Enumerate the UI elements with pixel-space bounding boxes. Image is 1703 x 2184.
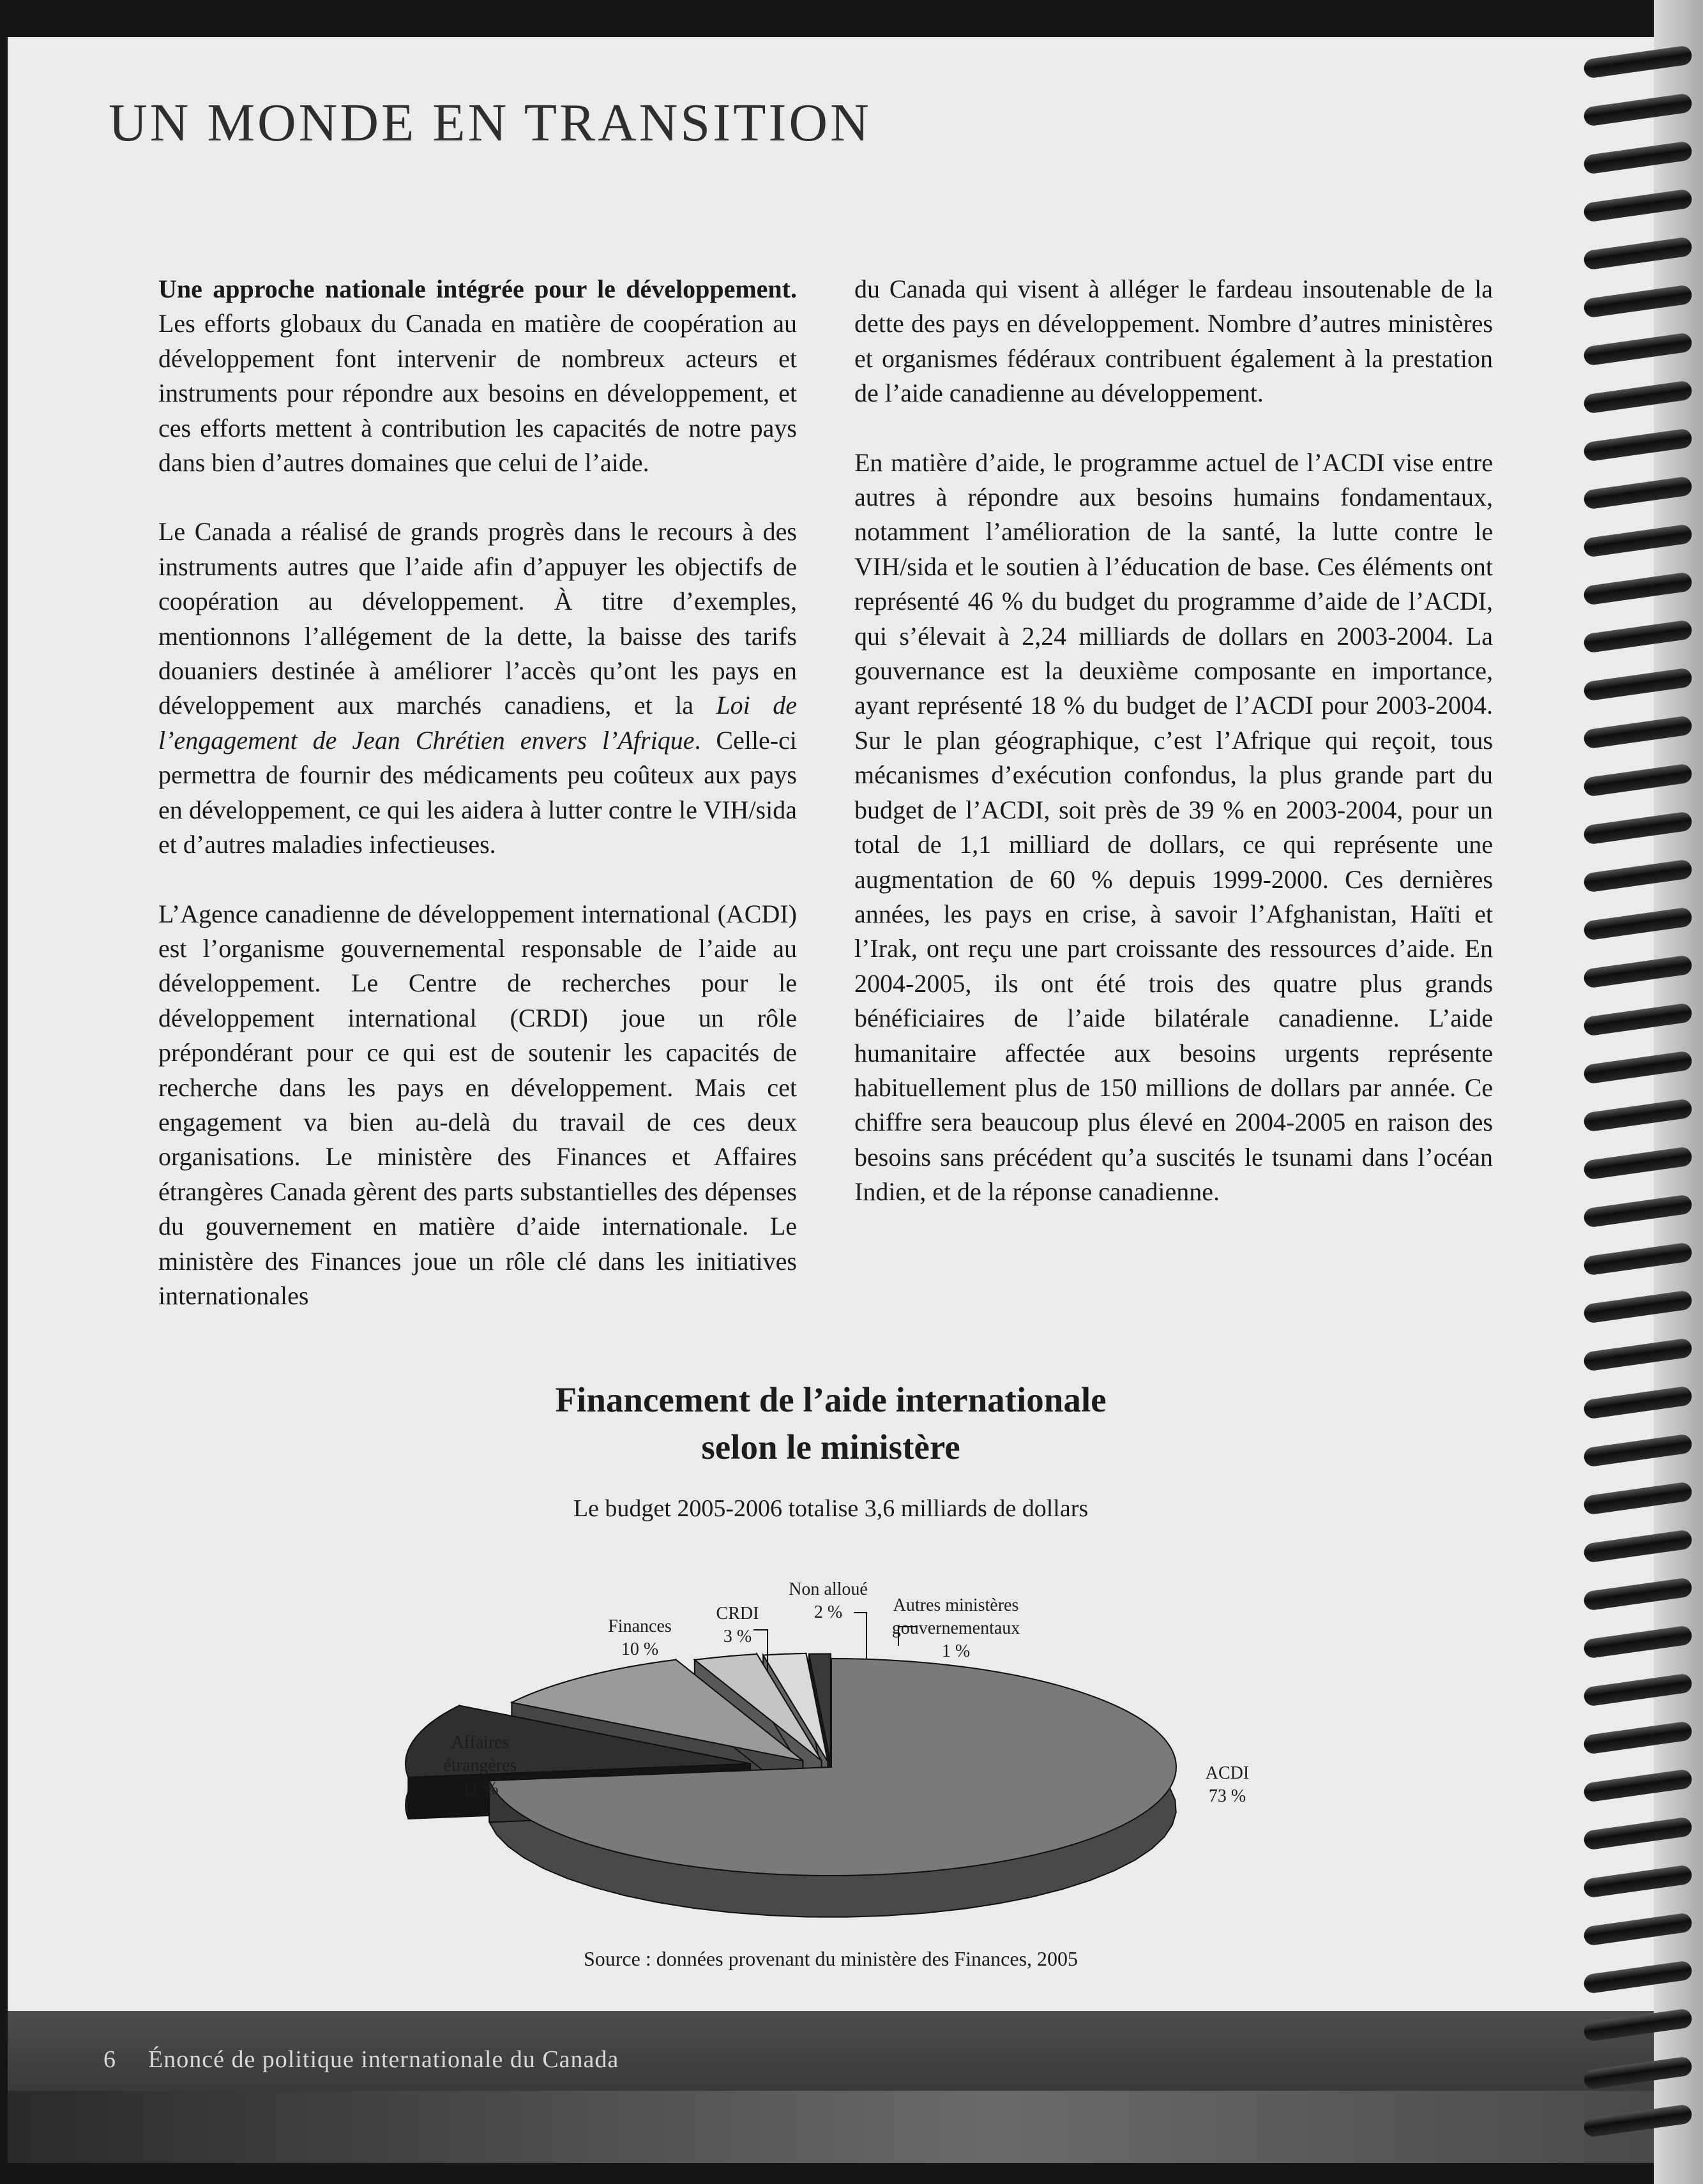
binding-ring [1583, 140, 1693, 174]
bottom-photo-strip [8, 2091, 1654, 2163]
binding-ring [1583, 93, 1693, 126]
binding-ring [1583, 619, 1693, 653]
binding-ring [1583, 188, 1693, 222]
left-paragraph-2-text-b: . Celle-ci permettra de fournir des médicaments peu coûteux aux pays en développement, ce qui les aidera à lutter contre le VIH/sida et d’autres maladies infectieuses. [158, 725, 797, 859]
binding-ring [1583, 859, 1693, 892]
slice-label: Finances 10 % [608, 1616, 672, 1659]
binding-ring [1583, 811, 1693, 845]
binding-ring [1583, 1337, 1693, 1371]
slice-label: Autres ministères gouvernementaux 1 % [891, 1595, 1020, 1661]
binding-ring [1583, 476, 1693, 509]
chart-title-line-1: Financement de l’aide internationale [555, 1380, 1107, 1419]
binding-ring [1583, 523, 1693, 557]
page-number: 6 [103, 2046, 116, 2073]
binding-ring [1583, 763, 1693, 797]
binding-ring [1583, 1960, 1693, 1994]
binding-ring [1583, 1433, 1693, 1467]
left-paragraph-2-text-a: Le Canada a réalisé de grands progrès dans le recours à des instruments autres que l’aide afin d’appuyer les objectifs de coopération au développement. À titre d’exemples, mentionnons l’allégement de la dette, la baisse des tarifs douaniers destinée à améliorer l’accès qu’ont les pays en développement aux marchés canadiens, et la [158, 517, 797, 720]
binding-ring [1583, 1864, 1693, 1898]
slice-label: CRDI 3 % [716, 1604, 759, 1646]
chart-source: Source : données provenant du ministère des Finances, 2005 [583, 1947, 1079, 1970]
binding-ring [1583, 1481, 1693, 1515]
binding-ring [1583, 715, 1693, 749]
binding-ring [1583, 1050, 1693, 1084]
binding-ring [1583, 1290, 1693, 1323]
binding-ring [1583, 1529, 1693, 1563]
binding-ring [1583, 1385, 1693, 1419]
document-page [8, 37, 1654, 2163]
left-paragraph-1-text: Les efforts globaux du Canada en matière de coopération au développement font intervenir de nombreux acteurs et instruments pour répondre aux besoins en développement, et ces efforts mettent à contribution les capacités de notre pays dans bien d’autres domaines que celui de l’aide. [158, 309, 797, 478]
binding-ring [1583, 1721, 1693, 1754]
binding-ring [1583, 1816, 1693, 1850]
binding-ring [1583, 1673, 1693, 1706]
binding-ring [1583, 332, 1693, 366]
spiral-binding [1577, 38, 1703, 2164]
binding-ring [1583, 1625, 1693, 1659]
binding-ring [1583, 2008, 1693, 2042]
binding-ring [1583, 1098, 1693, 1132]
law-title: Loi de l’engagement de Jean Chrétien envers l’Afrique [158, 691, 797, 755]
slice-label: ACDI 73 % [1205, 1763, 1250, 1806]
binding-ring [1583, 284, 1693, 318]
slice-label: Non alloué 2 % [789, 1579, 868, 1622]
binding-ring [1583, 45, 1693, 79]
chart-title-line-2: selon le ministère [701, 1427, 960, 1466]
binding-ring [1583, 1577, 1693, 1611]
right-paragraph-2: En matière d’aide, le programme actuel de l’ACDI vise entre autres à répondre aux besoins humains fondamentaux, notamment l’amélioration de la santé, la lutte contre le VIH/sida et le soutien à l’éducation de base. Ces éléments ont représenté 46 % du budget du programme d’aide de l’ACDI, qui s’élevait à 2,24 milliards de dollars en 2003-2004. La gouvernance est la deuxième composante en importance, ayant représenté 18 % du budget de l’ACDI pour 2003-2004. Sur le plan géographique, c’est l’Afrique qui reçoit, tous mécanismes d’exécution confondus, la plus grande part du budget de l’ACDI, soit près de 39 % en 2003-2004, pour un total de 1,1 milliard de dollars, ce qui représente une augmentation de 60 % depuis 1999-2000. Ces dernières années, les pays en crise, à savoir l’Afghanistan, Haïti et l’Irak, ont reçu une part croissante des ressources d’aide. En 2004-2005, ils ont été trois des quatre plus grands bénéficiaires de l’aide bilatérale canadienne. L’aide humanitaire affectée aux besoins urgents représente habituellement plus de 150 millions de dollars par année. Ce chiffre sera beaucoup plus élevé en 2004-2005 en raison des besoins sans précédent qu’a suscités le tsunami dans l’océan Indien, et de la réponse canadienne. [854, 448, 1493, 1207]
binding-ring [1583, 907, 1693, 940]
binding-ring [1583, 954, 1693, 988]
leader-line [854, 1613, 867, 1659]
binding-ring [1583, 236, 1693, 270]
binding-ring [1583, 1768, 1693, 1802]
binding-ring [1583, 1194, 1693, 1228]
binding-ring [1583, 1146, 1693, 1180]
section-lead: Une approche nationale intégrée pour le développement. [158, 275, 797, 303]
binding-ring [1583, 380, 1693, 414]
right-paragraph-1: du Canada qui visent à alléger le fardeau insoutenable de la dette des pays en développement. Nombre d’autres ministères et organismes fédéraux contribuent également à la prestation de l’aide canadienne au développement. [854, 275, 1493, 408]
binding-ring [1583, 667, 1693, 701]
chart-subtitle: Le budget 2005-2006 totalise 3,6 milliards de dollars [573, 1495, 1089, 1522]
binding-ring [1583, 1242, 1693, 1276]
footer [103, 2045, 619, 2074]
page-heading: UN MONDE EN TRANSITION [109, 93, 872, 153]
binding-ring [1583, 1002, 1693, 1036]
footer-title: Énoncé de politique internationale du Canada [148, 2046, 619, 2073]
binding-ring [1583, 1912, 1693, 1946]
binding-ring [1583, 428, 1693, 462]
left-paragraph-3: L’Agence canadienne de développement international (ACDI) est l’organisme gouvernemental responsable de l’aide au développement. Le Centre de recherches pour le développement international (CRDI) joue un rôle prépondérant pour ce qui est de soutenir les capacités de recherche dans les pays en développement. Mais cet engagement va bien au-delà du travail de ces deux organisations. Le ministère des Finances et Affaires étrangères Canada gèrent des parts substantielles des dépenses du gouvernement en matière d’aide internationale. Le ministère des Finances joue un rôle clé dans les initiatives internationales [158, 899, 797, 1310]
binding-ring [1583, 2056, 1693, 2090]
slice-label: Affaires étrangères 11 % [443, 1733, 517, 1798]
binding-ring [1583, 2104, 1693, 2137]
pie-chart [8, 37, 1654, 2163]
binding-ring [1583, 571, 1693, 605]
